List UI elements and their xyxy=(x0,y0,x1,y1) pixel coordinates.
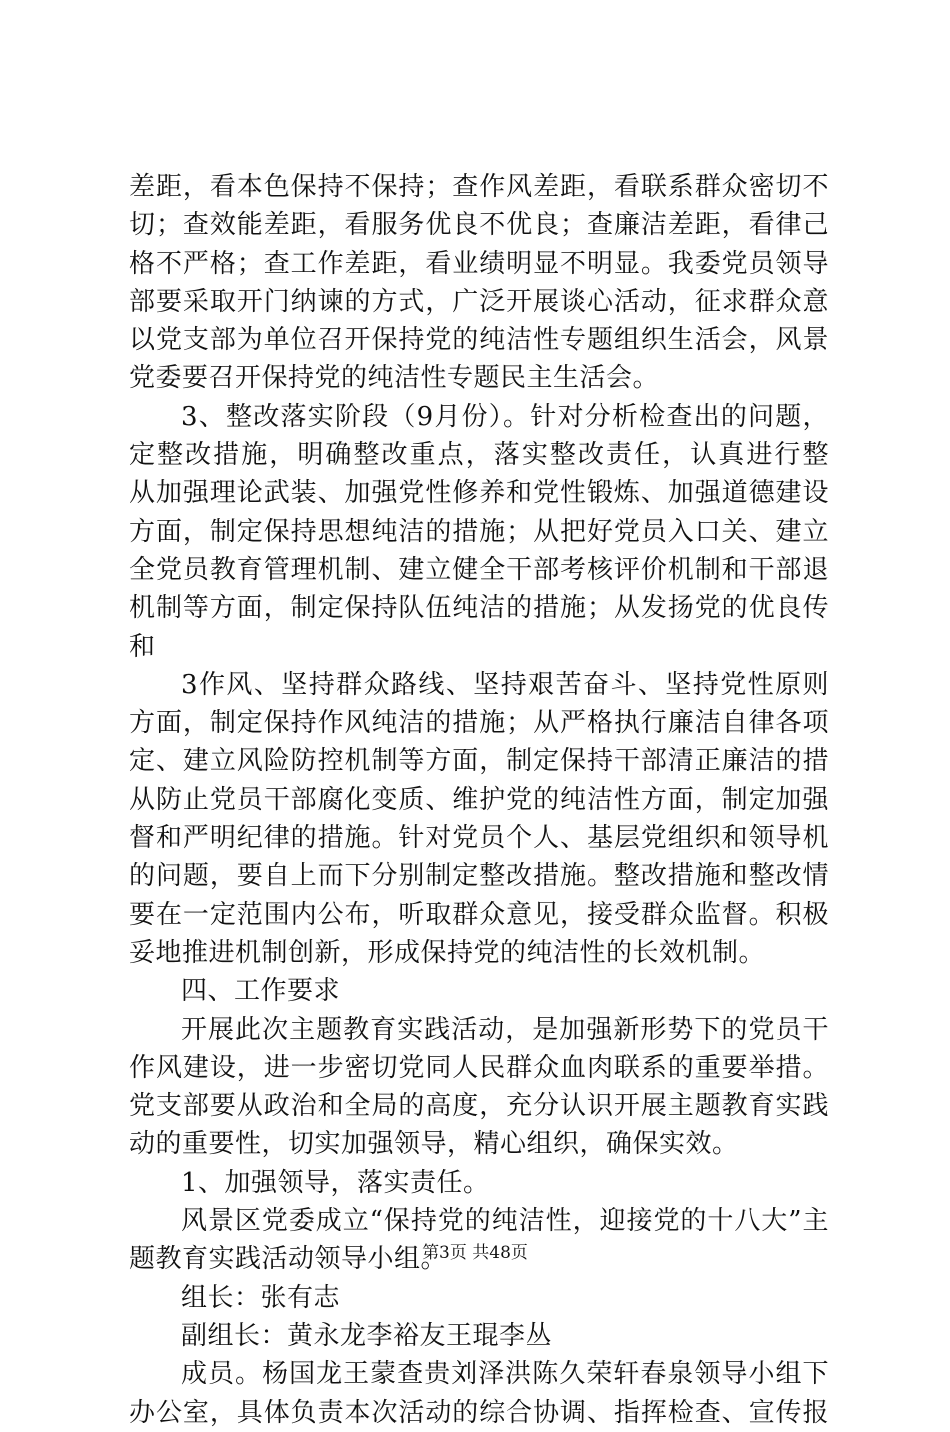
text-line: 从加强理论武装、加强党性修养和党性锻炼、加强道德建设 xyxy=(129,478,829,509)
text-line: 切；查效能差距，看服务优良不优良；查廉洁差距，看律己 xyxy=(129,210,829,241)
text-line: 办公室，具体负责本次活动的综合协调、指挥检查、宣传报 xyxy=(129,1397,829,1428)
page-number-footer: 第3页 共48页 xyxy=(422,1243,528,1263)
text-line: 方面，制定保持作风纯洁的措施；从严格执行廉洁自律各项 xyxy=(129,708,829,739)
text-line: 全党员教育管理机制、建立健全干部考核评价机制和干部退 xyxy=(129,554,829,585)
text-line: 从防止党员干部腐化变质、维护党的纯洁性方面，制定加强 xyxy=(129,784,829,815)
text-line: 作风建设，进一步密切党同人民群众血肉联系的重要举措。 xyxy=(129,1052,829,1083)
text-line: 动的重要性，切实加强领导，精心组织，确保实效。 xyxy=(129,1129,739,1160)
text-line: 开展此次主题教育实践活动，是加强新形势下的党员干 xyxy=(181,1014,829,1045)
text-line: 题教育实践活动领导小组。 xyxy=(129,1244,448,1275)
text-line: 格不严格；查工作差距，看业绩明显不明显。我委党员领导 xyxy=(129,248,829,279)
text-line: 部要采取开门纳谏的方式，广泛开展谈心活动，征求群众意 xyxy=(129,286,829,317)
section-heading-work-requirements: 四、工作要求 xyxy=(181,976,341,1007)
text-line: 要在一定范围内公布，听取群众意见，接受群众监督。积极 xyxy=(129,899,829,930)
text-line: 风景区党委成立“保持党的纯洁性，迎接党的十八大”主 xyxy=(181,1206,829,1237)
text-line: 定、建立风险防控机制等方面，制定保持干部清正廉洁的措 xyxy=(129,746,829,777)
text-line: 党支部要从政治和全局的高度，充分认识开展主题教育实践 xyxy=(129,1091,829,1122)
text-line: 方面，制定保持思想纯洁的措施；从把好党员入口关、建立 xyxy=(129,516,829,547)
text-line: 3作风、坚持群众路线、坚持艰苦奋斗、坚持党性原则 xyxy=(181,669,829,700)
text-line: 机制等方面，制定保持队伍纯洁的措施；从发扬党的优良传 xyxy=(129,593,829,624)
deputy-leader-line: 副组长：黄永龙李裕友王琨李丛 xyxy=(181,1320,553,1351)
text-line: 党委要召开保持党的纯洁性专题民主生活会。 xyxy=(129,363,660,394)
text-line: 督和严明纪律的措施。针对党员个人、基层党组织和领导机 xyxy=(129,823,829,854)
members-line: 成员。杨国龙王蒙查贵刘泽洪陈久荣轩春泉领导小组下 xyxy=(181,1359,829,1390)
text-line: 妥地推进机制创新，形成保持党的纯洁性的长效机制。 xyxy=(129,937,766,968)
text-line: 定整改措施，明确整改重点，落实整改责任，认真进行整 xyxy=(129,440,829,471)
text-line: 以党支部为单位召开保持党的纯洁性专题组织生活会，风景 xyxy=(129,325,829,356)
group-leader-line: 组长：张有志 xyxy=(181,1282,341,1313)
subheading-leadership: 1、加强领导，落实责任。 xyxy=(181,1167,490,1198)
section-heading-rectification: 3、整改落实阶段（9月份）。针对分析检查出的问题， xyxy=(181,401,829,432)
text-line: 差距，看本色保持不保持；查作风差距，看联系群众密切不 xyxy=(129,172,829,202)
text-line: 和 xyxy=(129,631,156,662)
text-line: 的问题，要自上而下分别制定整改措施。整改措施和整改情 xyxy=(129,861,829,892)
